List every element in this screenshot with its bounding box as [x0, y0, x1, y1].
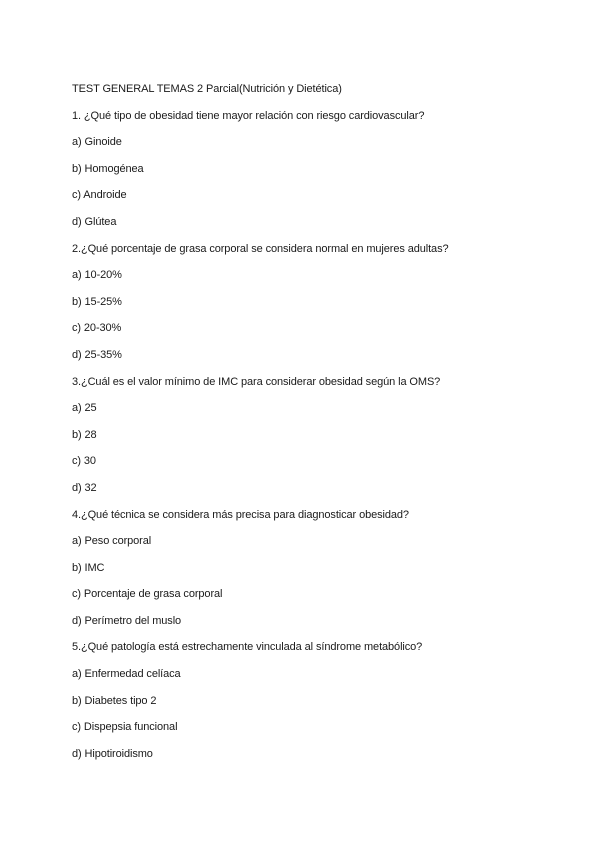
question-5-option-d: d) Hipotiroidismo — [72, 747, 153, 760]
question-1: 1. ¿Qué tipo de obesidad tiene mayor relación con riesgo cardiovascular? — [72, 109, 425, 122]
question-3-option-b: b) 28 — [72, 428, 97, 441]
question-3-option-a: a) 25 — [72, 402, 97, 415]
question-1-option-c: c) Androide — [72, 189, 127, 202]
question-1-option-d: d) Glútea — [72, 215, 117, 228]
question-4-option-a: a) Peso corporal — [72, 535, 152, 548]
question-4-option-d: d) Perímetro del muslo — [72, 614, 182, 627]
question-5-option-c: c) Dispepsia funcional — [72, 721, 178, 734]
question-2: 2.¿Qué porcentaje de grasa corporal se considera normal en mujeres adultas? — [72, 242, 449, 255]
question-3: 3.¿Cuál es el valor mínimo de IMC para considerar obesidad según la OMS? — [72, 375, 441, 388]
document-title: TEST GENERAL TEMAS 2 Parcial(Nutrición y Dietética) — [72, 83, 342, 95]
question-2-option-a: a) 10-20% — [72, 269, 122, 282]
question-1-option-b: b) Homogénea — [72, 162, 144, 175]
question-2-option-d: d) 25-35% — [72, 348, 122, 361]
question-2-option-c: c) 20-30% — [72, 322, 122, 335]
question-2-option-b: b) 15-25% — [72, 295, 122, 308]
question-4: 4.¿Qué técnica se considera más precisa para diagnosticar obesidad? — [72, 508, 409, 521]
question-4-option-c: c) Porcentaje de grasa corporal — [72, 588, 223, 601]
question-1-option-a: a) Ginoide — [72, 136, 122, 149]
question-5-option-a: a) Enfermedad celíaca — [72, 668, 181, 681]
document-content — [72, 83, 572, 774]
question-5: 5.¿Qué patología está estrechamente vinculada al síndrome metabólico? — [72, 641, 423, 654]
question-3-option-d: d) 32 — [72, 481, 97, 494]
question-5-option-b: b) Diabetes tipo 2 — [72, 694, 157, 707]
question-4-option-b: b) IMC — [72, 561, 105, 574]
question-3-option-c: c) 30 — [72, 455, 96, 468]
